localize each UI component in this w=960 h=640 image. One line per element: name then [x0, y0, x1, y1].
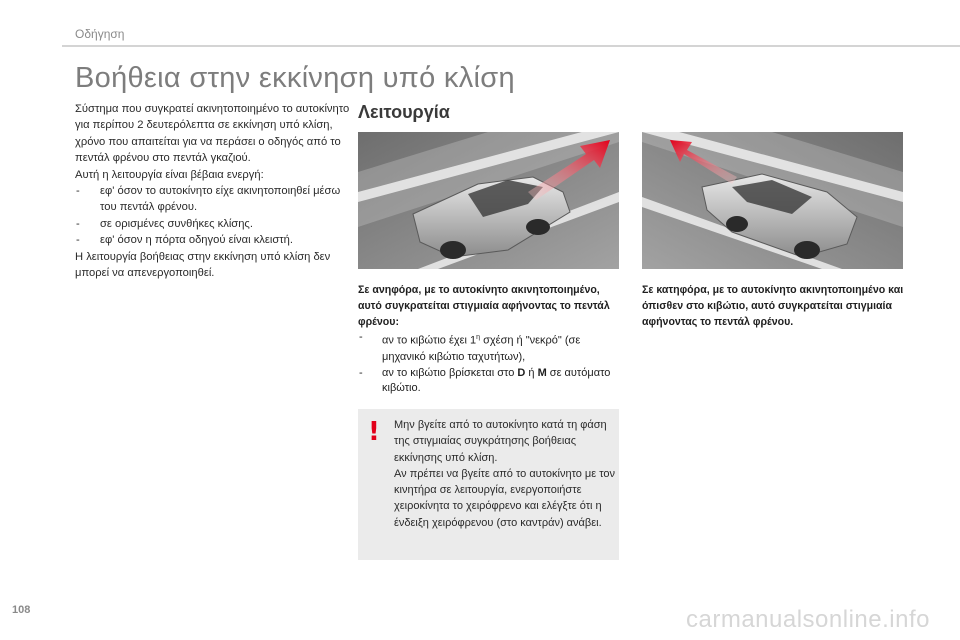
list-item [358, 330, 620, 365]
list-item: - σε ορισμένες συνθήκες κλίσης. [75, 216, 350, 232]
warning-text [394, 417, 616, 531]
warning-box [358, 409, 619, 560]
top-rule [62, 45, 960, 47]
downhill-car-image [642, 132, 903, 269]
gear-m: M [537, 366, 547, 379]
uphill-caption [358, 283, 620, 397]
list-item-text: σε αυτόματο κιβώτιο. [382, 366, 611, 395]
intro-condition-lead: Αυτή η λειτουργία είναι βέβαια ενεργή: [75, 168, 264, 181]
intro-note: Η λειτουργία βοήθειας στην εκκίνηση υπό κλίση δεν μπορεί να απενεργοποιηθεί. [75, 250, 331, 280]
list-item [358, 366, 620, 398]
page-number: 108 [12, 604, 31, 616]
page-title: Βοήθεια στην εκκίνηση υπό κλίση [75, 62, 515, 94]
gear-d: D [517, 366, 526, 379]
downhill-illustration [642, 132, 903, 269]
downhill-caption-text: Σε κατηφόρα, με το αυτοκίνητο ακινητοποιημένο και όπισθεν στο κιβώτιο, αυτό συγκρατείται στιγμιαία αφήνοντας το πεντάλ φρένου. [642, 284, 904, 328]
list-item-text: σχέση ή "νεκρό" (σε μηχανικό κιβώτιο ταχυτήτων), [382, 335, 581, 363]
exclamation-icon: ! [368, 417, 380, 447]
intro-text [75, 101, 350, 281]
function-heading: Λειτουργία [358, 102, 450, 122]
intro-paragraph: Σύστημα που συγκρατεί ακινητοποιημένο το αυτοκίνητο για περίπου 2 δευτερόλεπτα σε εκκίνηση υπό κλίση, χρόνο που απαιτείται για να περάσει ο οδηγός από το πεντάλ φρένου στο πεντάλ γκαζιού. [75, 103, 350, 165]
ordinal-superscript: η [476, 334, 481, 342]
list-item-text: ή [525, 366, 538, 379]
watermark: carmanualsonline.info [686, 606, 930, 633]
intro-condition-list [75, 183, 350, 249]
uphill-caption-text: Σε ανηφόρα, με το αυτοκίνητο ακινητοποιημένο, αυτό συγκρατείται στιγμιαία αφήνοντας το πεντάλ φρένου: [358, 284, 610, 328]
list-item-text: αν το κιβώτιο έχει 1 [382, 335, 477, 348]
warning-paragraph: Αν πρέπει να βγείτε από το αυτοκίνητο με τον κινητήρα σε λειτουργία, ενεργοποιήστε χειροκίνητα το χειρόφρενο και ελέγξτε ότι η ένδειξη χειρόφρενου (στο καντράν) ανάβει. [394, 467, 616, 529]
list-item: - εφ' όσον το αυτοκίνητο είχε ακινητοποιηθεί μέσω του πεντάλ φρένου. [75, 183, 350, 216]
section-label: Οδήγηση [75, 27, 125, 41]
warning-paragraph: Μην βγείτε από το αυτοκίνητο κατά τη φάση της στιγμιαίας συγκράτησης βοήθειας εκκίνησης υπό κλίση. [394, 419, 607, 464]
downhill-caption [642, 283, 904, 330]
list-item: - εφ' όσον η πόρτα οδηγού είναι κλειστή. [75, 232, 350, 248]
list-item-text: αν το κιβώτιο βρίσκεται στο [382, 366, 518, 379]
uphill-condition-list [358, 330, 620, 397]
uphill-illustration [358, 132, 619, 269]
uphill-car-image [358, 132, 619, 269]
